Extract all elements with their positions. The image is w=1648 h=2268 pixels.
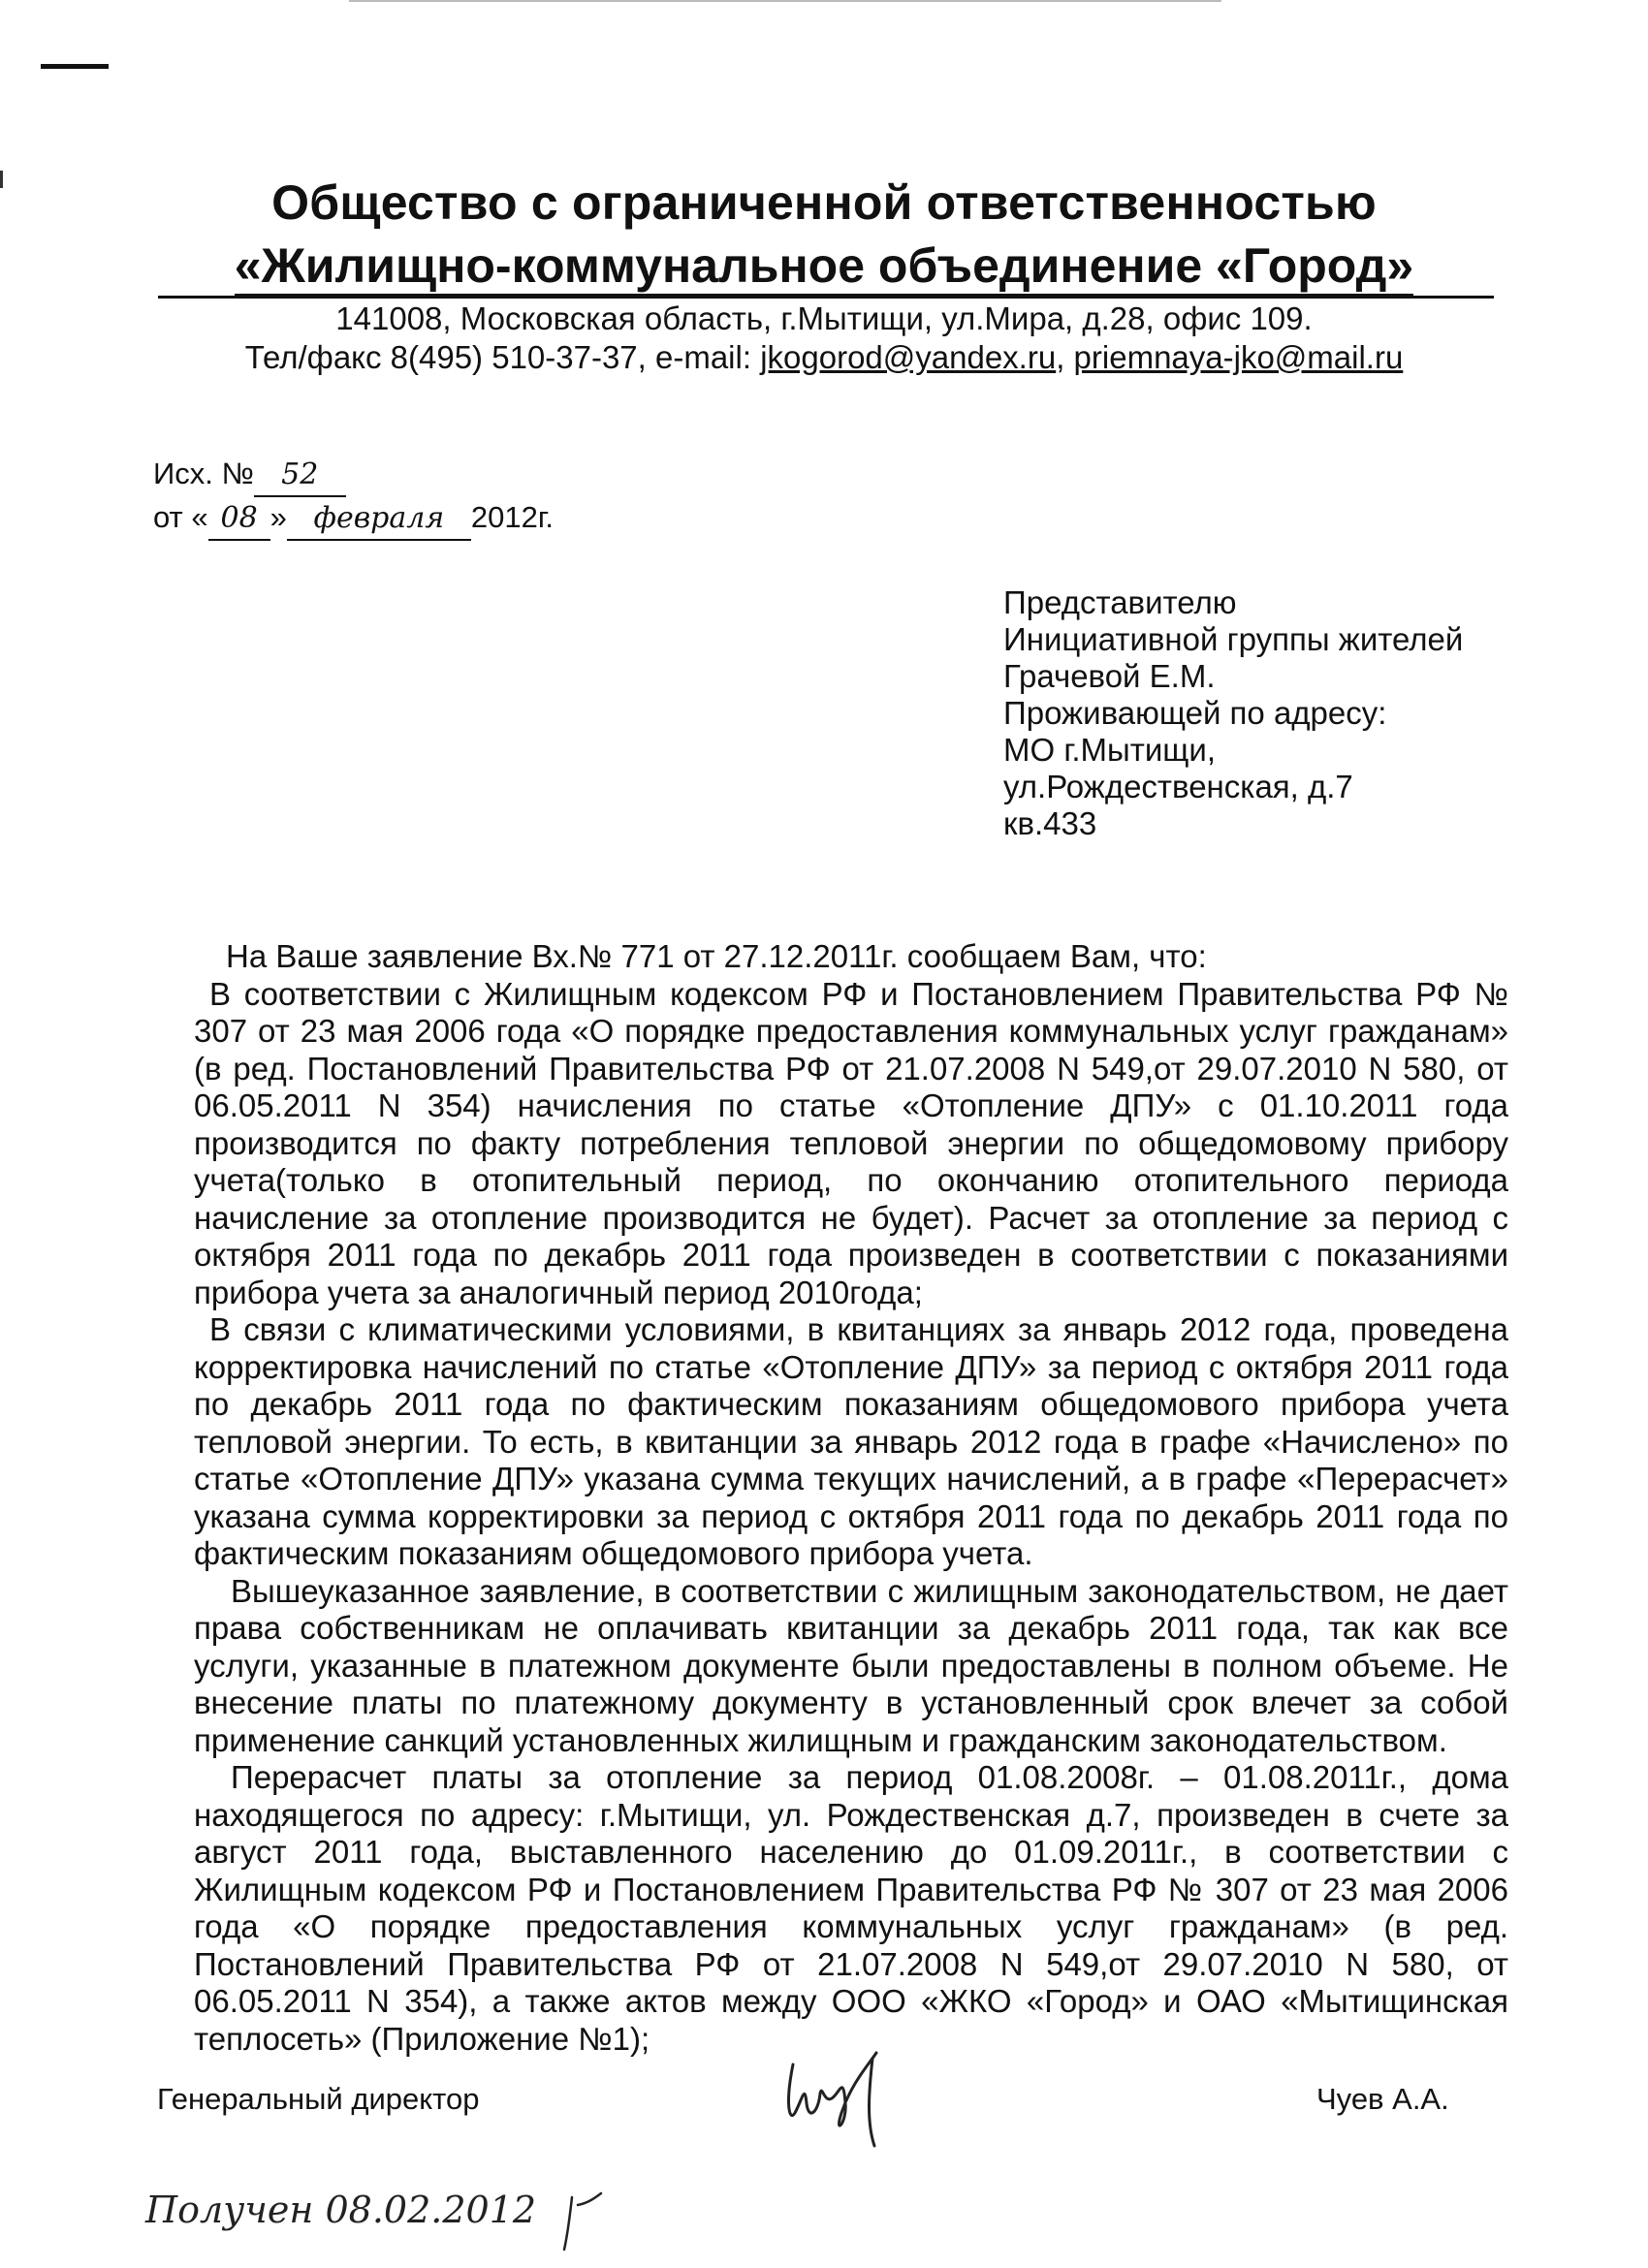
contacts-separator: , <box>1056 339 1074 375</box>
email-link-2[interactable]: priemnaya-jko@mail.ru <box>1073 339 1404 375</box>
letterhead-rule <box>158 296 1494 299</box>
body-paragraph: Вышеуказанное заявление, в соответствии с жилищным законодательством, не дает права собственникам не оплачивать квитанции за декабрь 2011 года, так как все услуги, указанные в платежном документе были предоставлены в полном объеме. Не внесение платы по платежному документу в установленный срок влечет за собой применение санкций установленных жилищным и гражданским законодательством. <box>194 1572 1508 1758</box>
recipient-line: Инициативной группы жителей <box>1003 621 1464 657</box>
signer-name: Чуев А.А. <box>1316 2082 1449 2116</box>
company-type: Общество с ограниченной ответственностью <box>271 175 1377 230</box>
phone-fax: Тел/факс 8(495) 510-37-37, e-mail: <box>244 339 761 375</box>
date-day: 08 <box>208 498 270 541</box>
date-year: 2012г. <box>470 500 554 534</box>
outgoing-number-label: Исх. № <box>153 457 254 490</box>
recipient-line: ул.Рождественская, д.7 <box>1003 769 1353 804</box>
email-link-1[interactable]: jkogorod@yandex.ru <box>760 339 1057 375</box>
scan-edge-artifact <box>349 0 1221 2</box>
handwritten-received-note: Получен 08.02.2012 <box>145 2189 537 2231</box>
signer-title: Генеральный директор <box>157 2082 480 2116</box>
company-name-text: «Жилищно-коммунальное объединение «Город» <box>235 238 1413 298</box>
body-paragraph: Перерасчет платы за отопление за период 01.08.2008г. – 01.08.2011г., дома находящегося по адресу: г.Мытищи, ул. Рождественская д.7, произведен в счете за август 2011 года, выставленного населению до 01.09.2011г., в соответствии с Жилищным кодексом РФ и Постановлением Правительства РФ № 307 от 23 мая 2006 года «О порядке предоставления коммунальных услуг гражданам» (в ред. Постановлений Правительства РФ от 21.07.2008 N 549,от 29.07.2010 N 580, от 06.05.2011 N 354), а также актов между ООО «ЖКО «Город» и ОАО «Мытищинская теплосеть» (Приложение №1); <box>194 1759 1508 2057</box>
outgoing-reference <box>153 454 554 541</box>
scan-mark <box>41 64 109 69</box>
recipient-line: МО г.Мытищи, <box>1003 732 1217 768</box>
handwritten-signature <box>776 2045 911 2152</box>
date-quote: » <box>269 500 287 534</box>
body-paragraph: В связи с климатическими условиями, в квитанциях за январь 2012 года, проведена корректировка начислений по статье «Отопление ДПУ» за период с октября 2011 года по декабрь 2011 года по фактическим показаниям общедомового прибора учета тепловой энергии. То есть, в квитанции за январь 2012 года в графе «Начислено» по статье «Отопление ДПУ» указана сумма текущих начислений, а в графе «Перерасчет» указана сумма корректировки за период с октября 2011 года по декабрь 2011 года по фактическим показаниям общедомового прибора учета. <box>194 1311 1508 1571</box>
body-paragraph: В соответствии с Жилищным кодексом РФ и Постановлением Правительства РФ № 307 от 23 мая 2006 года «О порядке предоставления коммунальных услуг гражданам» (в ред. Постановлений Правительства РФ от 21.07.2008 N 549,от 29.07.2010 N 580, от 06.05.2011 N 354) начисления по статье «Отопление ДПУ» с 01.10.2011 года производится по факту потребления тепловой энергии по общедомовому прибору учета(только в отопительный период, по окончанию отопительного периода начисление за отопление производится не будет). Расчет за отопление за период с октября 2011 года по декабрь 2011 года произведен в соответствии с показаниями прибора учета за аналогичный период 2010года; <box>194 975 1508 1310</box>
recipient-line: Представителю <box>1003 584 1237 620</box>
recipient-block <box>1003 584 1463 842</box>
outgoing-number-value: 52 <box>254 455 346 497</box>
company-contacts <box>0 339 1648 376</box>
outgoing-date-line <box>153 497 554 541</box>
recipient-line: кв.433 <box>1003 805 1097 841</box>
recipient-line: Проживающей по адресу: <box>1003 695 1387 731</box>
company-name <box>0 237 1648 294</box>
date-prefix: от « <box>153 500 208 534</box>
letter-body <box>194 938 1508 2058</box>
intro-paragraph: На Ваше заявление Вх.№ 771 от 27.12.2011г. сообщаем Вам, что: <box>226 938 1207 974</box>
company-address: 141008, Московская область, г.Мытищи, ул.Мира, д.28, офис 109. <box>335 300 1313 336</box>
received-note-flourish <box>145 2176 611 2253</box>
date-month: февраля <box>287 498 471 541</box>
recipient-line: Грачевой Е.М. <box>1003 658 1216 694</box>
outgoing-number-line <box>153 454 554 497</box>
